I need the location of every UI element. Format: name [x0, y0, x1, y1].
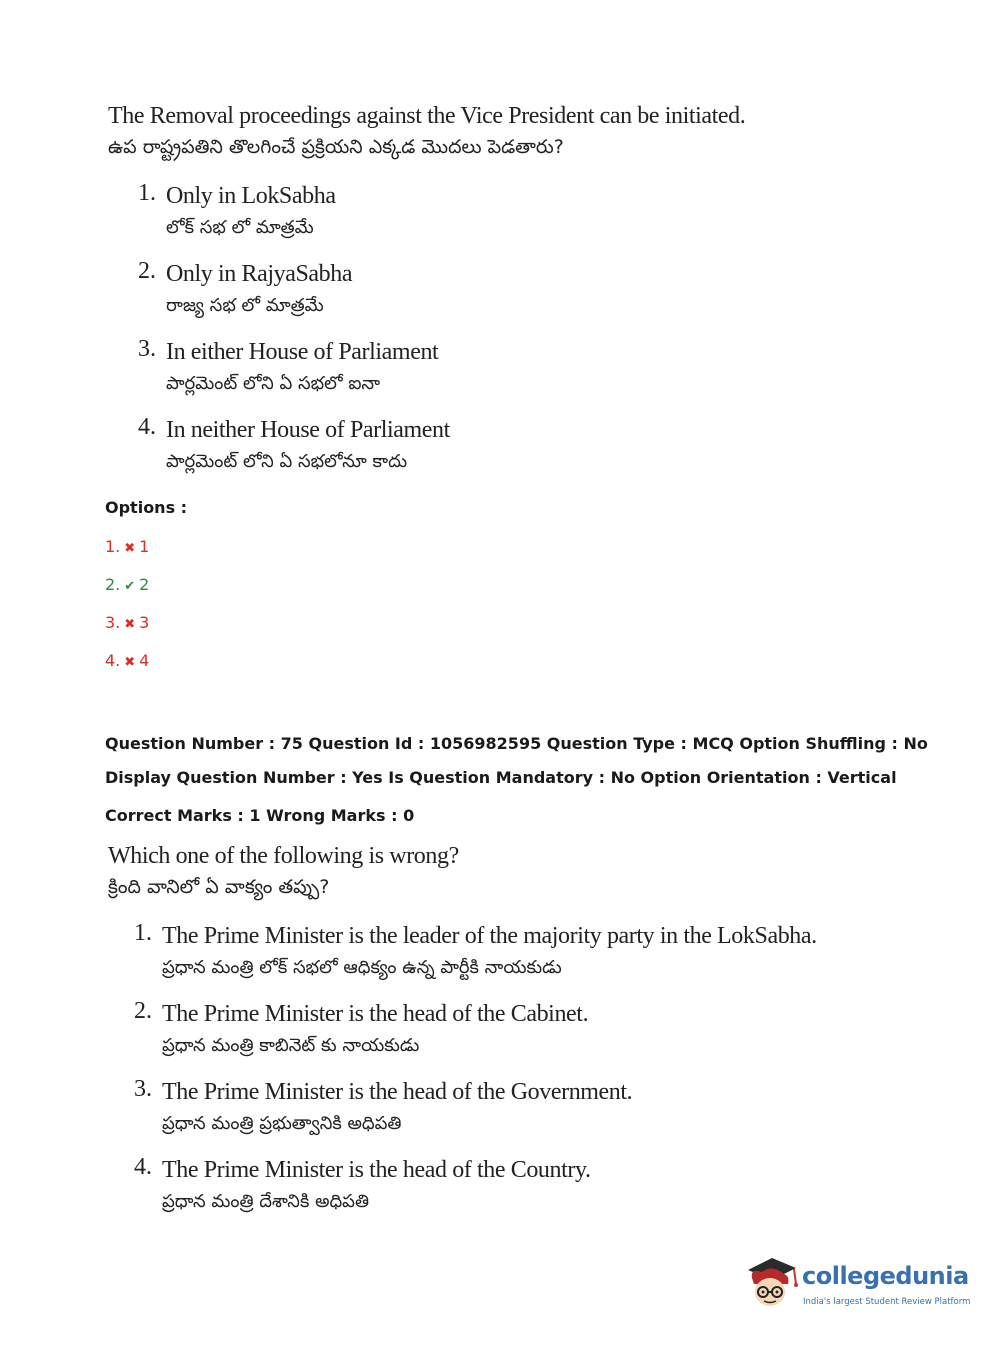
option-number: 3.	[138, 336, 156, 362]
option-text-telugu: ప్రధాన మంత్రి లోక్ సభలో ఆధిక్యం ఉన్న పార్టీకి నాయకుడు	[162, 957, 562, 978]
answer-number: 4.	[105, 651, 121, 670]
question-meta-line-3: Correct Marks : 1 Wrong Marks : 0	[105, 806, 415, 825]
cross-icon: ✖	[124, 617, 136, 632]
answer-number: 3.	[105, 613, 121, 632]
question-stem-english: Which one of the following is wrong?	[108, 843, 459, 869]
cross-icon: ✖	[124, 655, 136, 670]
option-text-telugu: లోక్ సభ లో మాత్రమే	[166, 217, 314, 238]
option-text-telugu: పార్లమెంట్ లోని ఏ సభలో ఐనా	[166, 373, 381, 394]
option-text-english: The Prime Minister is the head of the Government.	[162, 1079, 633, 1105]
question-2	[108, 840, 459, 902]
question-meta-line-1: Question Number : 75 Question Id : 1056982595 Question Type : MCQ Option Shuffling : No	[105, 734, 928, 753]
options-label: Options :	[105, 498, 188, 517]
option-text-telugu: ప్రధాన మంత్రి కాబినెట్ కు నాయకుడు	[162, 1035, 420, 1056]
question-1	[108, 100, 745, 162]
answer-number: 2.	[105, 575, 121, 594]
option-number: 1.	[134, 920, 152, 946]
answer-value: 2	[139, 575, 150, 594]
option-number: 4.	[138, 414, 156, 440]
option-text-english: The Prime Minister is the head of the Cabinet.	[162, 1001, 589, 1027]
option-text-english: Only in RajyaSabha	[166, 261, 353, 287]
answer-value: 1	[139, 537, 150, 556]
answer-option-1	[105, 537, 149, 556]
option-text-english: The Prime Minister is the leader of the majority party in the LokSabha.	[162, 923, 817, 949]
option-number: 1.	[138, 180, 156, 206]
answer-number: 1.	[105, 537, 121, 556]
student-mascot-icon	[742, 1254, 800, 1316]
option-number: 3.	[134, 1076, 152, 1102]
option-number: 2.	[134, 998, 152, 1024]
option-text-english: Only in LokSabha	[166, 183, 336, 209]
option-text-english: In either House of Parliament	[166, 339, 439, 365]
logo-wordmark: collegedunia	[802, 1262, 969, 1290]
question-stem-telugu: క్రింది వానిలో ఏ వాక్యం తప్పు?	[108, 876, 330, 898]
option-number: 2.	[138, 258, 156, 284]
question-stem-english: The Removal proceedings against the Vice President can be initiated.	[108, 103, 746, 129]
option-text-telugu: పార్లమెంట్ లోని ఏ సభలోనూ కాదు	[166, 451, 408, 472]
answer-value: 4	[139, 651, 150, 670]
option-text-english: The Prime Minister is the head of the Country.	[162, 1157, 591, 1183]
collegedunia-logo	[742, 1250, 972, 1320]
answer-option-2	[105, 575, 149, 594]
option-text-telugu: ప్రధాన మంత్రి ప్రభుత్వానికి అధిపతి	[162, 1113, 402, 1134]
option-text-telugu: ప్రధాన మంత్రి దేశానికి అధిపతి	[162, 1191, 370, 1212]
option-text-english: In neither House of Parliament	[166, 417, 450, 443]
logo-tagline: India's largest Student Review Platform	[803, 1297, 971, 1307]
answer-option-3	[105, 613, 149, 632]
check-icon: ✔	[124, 579, 136, 594]
option-number: 4.	[134, 1154, 152, 1180]
cross-icon: ✖	[124, 541, 136, 556]
question-meta-line-2: Display Question Number : Yes Is Question Mandatory : No Option Orientation : Vertical	[105, 768, 897, 787]
question-stem-telugu: ఉప రాష్ట్రపతిని తొలగించే ప్రక్రియని ఎక్కడ మొదలు పెడతారు?	[108, 136, 564, 158]
answer-value: 3	[139, 613, 150, 632]
answer-option-4	[105, 651, 149, 670]
option-text-telugu: రాజ్య సభ లో మాత్రమే	[166, 295, 324, 316]
